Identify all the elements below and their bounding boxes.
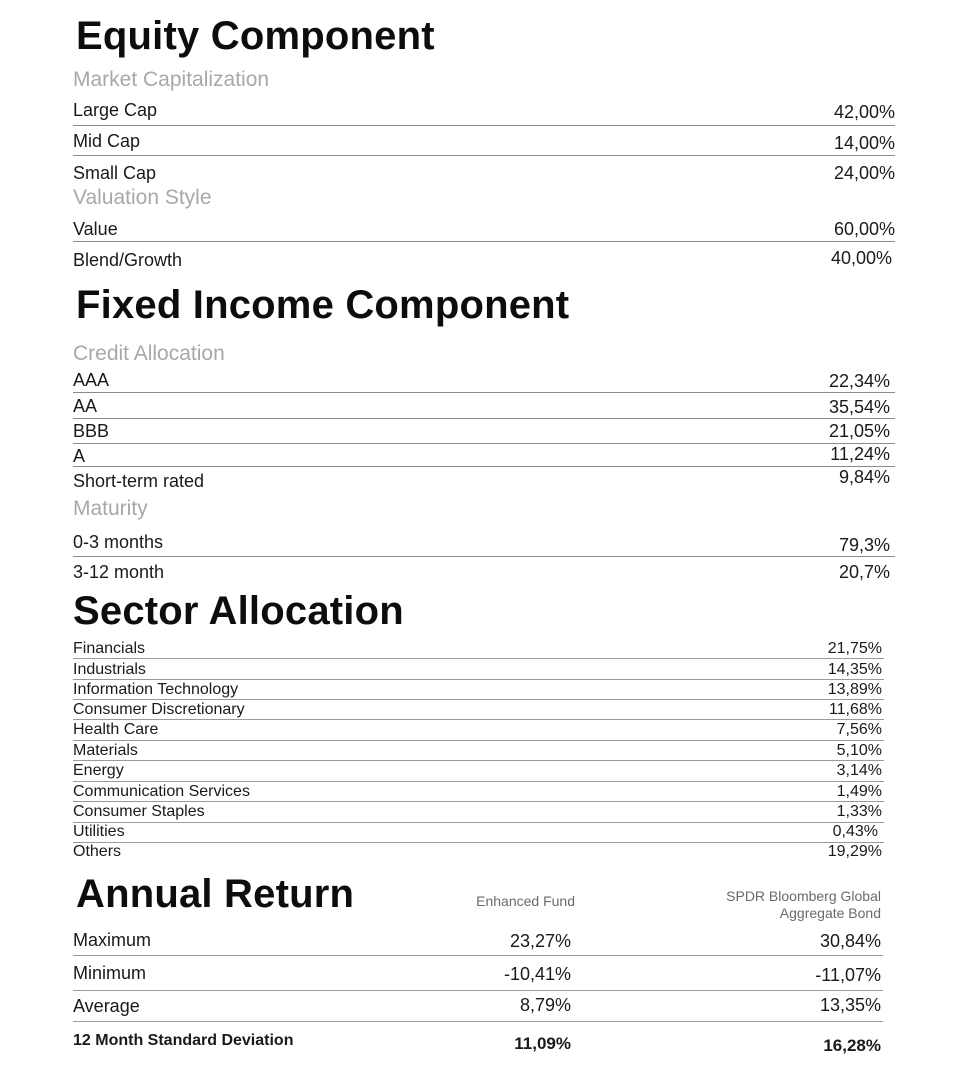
benchmark-value: 16,28% xyxy=(823,1036,881,1055)
sector-row xyxy=(73,803,882,821)
row-value: 11,68% xyxy=(828,701,882,718)
row-value: 21,05% xyxy=(828,421,890,441)
market-cap-row-mid xyxy=(73,131,895,155)
fund-value: -10,41% xyxy=(503,964,571,984)
row-label: Mid Cap xyxy=(73,131,141,151)
divider xyxy=(73,801,884,802)
row-value: 20,7% xyxy=(838,562,890,582)
divider xyxy=(73,155,895,156)
row-label: Industrials xyxy=(73,661,146,678)
row-label: Maximum xyxy=(73,930,152,950)
row-label: Health Care xyxy=(73,721,159,738)
maturity-heading: Maturity xyxy=(73,497,148,520)
credit-row-a xyxy=(73,446,890,468)
divider xyxy=(73,241,895,242)
valuation-row-blend xyxy=(73,250,895,274)
row-value: 40,00% xyxy=(830,248,892,268)
row-label: Large Cap xyxy=(73,100,158,120)
row-value: 60,00% xyxy=(833,219,895,239)
row-label: Information Technology xyxy=(73,681,239,698)
row-label: Communication Services xyxy=(73,783,250,800)
row-value: 3,14% xyxy=(836,762,882,779)
divider xyxy=(73,955,883,956)
benchmark-value: -11,07% xyxy=(815,965,881,985)
valuation-style-heading: Valuation Style xyxy=(73,186,212,209)
divider xyxy=(73,781,884,782)
benchmark-value: 30,84% xyxy=(819,931,881,951)
maturity-row-3-12 xyxy=(73,562,890,584)
enhanced-fund-column-header xyxy=(420,893,575,910)
sector-row xyxy=(73,681,882,699)
sector-row xyxy=(73,823,882,841)
row-label: Minimum xyxy=(73,963,147,983)
row-label: Short-term rated xyxy=(73,471,205,491)
credit-allocation-heading: Credit Allocation xyxy=(73,342,225,365)
row-value: 14,35% xyxy=(827,661,882,678)
row-value: 35,54% xyxy=(828,397,890,417)
credit-row-aa xyxy=(73,396,890,418)
equity-component-title: Equity Component xyxy=(76,14,435,58)
row-label: 12 Month Standard Deviation xyxy=(73,1032,294,1049)
column-header-line2: Aggregate Bond xyxy=(779,905,881,921)
fund-value: 11,09% xyxy=(514,1034,571,1053)
row-value: 14,00% xyxy=(833,133,895,153)
fund-value: 8,79% xyxy=(519,995,571,1015)
row-value: 24,00% xyxy=(833,163,895,183)
row-label: BBB xyxy=(73,421,110,441)
divider xyxy=(73,760,884,761)
divider xyxy=(73,699,884,700)
row-value: 5,10% xyxy=(836,742,882,759)
divider xyxy=(73,740,884,741)
row-value: 21,75% xyxy=(827,640,882,657)
row-value: 7,56% xyxy=(836,721,882,738)
market-cap-heading: Market Capitalization xyxy=(73,68,270,91)
divider xyxy=(73,466,895,467)
divider xyxy=(73,418,895,419)
credit-row-aaa xyxy=(73,370,890,392)
credit-row-short-term xyxy=(73,467,890,493)
market-cap-row-large xyxy=(73,100,895,124)
sector-row xyxy=(73,742,882,760)
benchmark-column-header xyxy=(660,888,881,922)
divider xyxy=(73,556,895,557)
row-label: Consumer Discretionary xyxy=(73,701,245,718)
fund-value: 23,27% xyxy=(509,931,571,951)
row-value: 42,00% xyxy=(833,102,895,122)
market-cap-row-small xyxy=(73,163,895,187)
benchmark-value: 13,35% xyxy=(819,995,881,1015)
row-value: 1,49% xyxy=(836,783,882,800)
row-label: A xyxy=(73,446,86,466)
fixed-income-title: Fixed Income Component xyxy=(76,283,570,327)
divider xyxy=(73,1021,883,1022)
row-label: Value xyxy=(73,219,118,239)
column-header-line1: SPDR Bloomberg Global xyxy=(726,888,881,904)
annual-return-title: Annual Return xyxy=(76,872,355,916)
maturity-row-0-3 xyxy=(73,532,890,554)
divider xyxy=(73,125,895,126)
row-label: AA xyxy=(73,396,98,416)
row-value: 1,33% xyxy=(836,803,882,820)
divider xyxy=(73,443,895,444)
row-label: 0-3 months xyxy=(73,532,164,552)
divider xyxy=(73,392,895,393)
credit-row-bbb xyxy=(73,421,890,443)
sector-row xyxy=(73,783,882,801)
row-value: 22,34% xyxy=(828,371,890,391)
sector-row xyxy=(73,640,882,658)
row-value: 19,29% xyxy=(827,843,882,860)
sector-row xyxy=(73,701,882,719)
row-label: Materials xyxy=(73,742,138,759)
divider xyxy=(73,719,884,720)
row-label: Average xyxy=(73,996,140,1016)
row-label: Utilities xyxy=(73,823,125,840)
divider xyxy=(73,679,884,680)
divider xyxy=(73,990,883,991)
sector-row xyxy=(73,843,882,861)
divider xyxy=(73,658,884,659)
row-label: Energy xyxy=(73,762,124,779)
sector-row xyxy=(73,661,882,679)
row-label: Financials xyxy=(73,640,146,657)
row-label: Consumer Staples xyxy=(73,803,205,820)
row-label: Small Cap xyxy=(73,163,157,183)
row-label: AAA xyxy=(73,370,110,390)
sector-row xyxy=(73,721,882,739)
row-value: 0,43% xyxy=(832,823,878,840)
row-value: 9,84% xyxy=(838,467,890,487)
row-value: 79,3% xyxy=(838,535,890,555)
sector-allocation-title: Sector Allocation xyxy=(73,589,404,633)
sector-row xyxy=(73,762,882,780)
row-label: Blend/Growth xyxy=(73,250,183,270)
valuation-row-value xyxy=(73,219,895,243)
row-value: 11,24% xyxy=(830,444,890,464)
row-label: 3-12 month xyxy=(73,562,165,582)
row-value: 13,89% xyxy=(827,681,882,698)
column-header-label: Enhanced Fund xyxy=(476,893,575,909)
row-label: Others xyxy=(73,843,122,860)
